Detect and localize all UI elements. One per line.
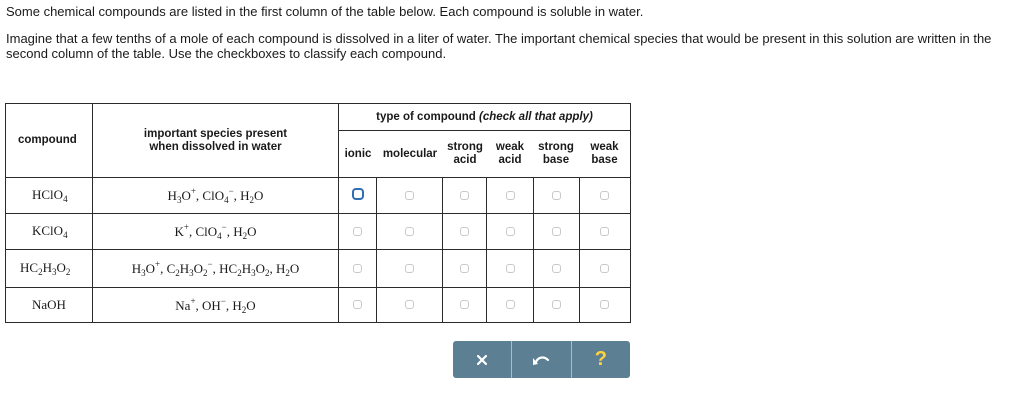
checkbox-cell [339, 250, 377, 288]
checkbox-cell [377, 250, 443, 288]
checkbox-cell [377, 214, 443, 250]
table-row [6, 214, 631, 250]
checkbox-hclo4-weak-acid[interactable] [506, 191, 515, 200]
table-row [6, 250, 631, 288]
checkbox-kclo4-ionic[interactable] [353, 227, 362, 236]
checkbox-cell [339, 214, 377, 250]
header-type-title: type of compound [376, 111, 476, 123]
header-weak-acid: weak acid [495, 141, 525, 166]
checkbox-cell [533, 288, 579, 323]
checkbox-hc2h3o2-strong-acid[interactable] [460, 264, 469, 273]
header-weak-base: weak base [590, 141, 619, 166]
checkbox-cell [443, 214, 487, 250]
checkbox-kclo4-weak-base[interactable] [600, 227, 609, 236]
checkbox-cell [579, 250, 630, 288]
checkbox-cell [579, 288, 630, 323]
checkbox-cell [377, 288, 443, 323]
checkbox-hc2h3o2-molecular[interactable] [405, 264, 414, 273]
compound-cell: KClO$_4$ [6, 214, 93, 250]
checkbox-kclo4-molecular[interactable] [405, 227, 414, 236]
compound-cell [6, 288, 93, 323]
checkbox-cell [487, 178, 533, 214]
checkbox-cell [533, 214, 579, 250]
compound-cell: HClO$_4$ [6, 178, 93, 214]
checkbox-hclo4-ionic[interactable] [352, 188, 364, 200]
checkbox-naoh-strong-base[interactable] [552, 300, 561, 309]
instructions-line-2: Imagine that a few tenths of a mole of each compound is dissolved in a liter of water. The important chemical species that would be present in this solution are written in the second column of the table. Use the checkboxes to classify each compound. [6, 31, 992, 61]
table-row [6, 178, 631, 214]
checkbox-kclo4-strong-acid[interactable] [460, 227, 469, 236]
header-type-note: (check all that apply) [479, 111, 593, 123]
checkbox-naoh-weak-acid[interactable] [506, 300, 515, 309]
species-cell: K+, ClO$_4$−, $H_2O$ [93, 214, 339, 250]
checkbox-hclo4-weak-base[interactable] [600, 191, 609, 200]
header-species: important species present when dissolved in water [93, 104, 339, 178]
header-strong-acid: strong acid [447, 141, 483, 166]
header-molecular: molecular [382, 147, 438, 160]
checkbox-cell [487, 214, 533, 250]
checkbox-cell [443, 250, 487, 288]
compound-formula: NaOH [32, 297, 66, 312]
checkbox-cell [533, 250, 579, 288]
checkbox-cell [579, 178, 630, 214]
instructions-line-1: Some chemical compounds are listed in the first column of the table below. Each compound is soluble in water. [6, 4, 644, 19]
species-cell: $H_3O^+$, ClO$_4$−, $H_2O$ [93, 178, 339, 214]
checkbox-cell [339, 288, 377, 323]
checkbox-hc2h3o2-weak-acid[interactable] [506, 264, 515, 273]
checkbox-cell [533, 178, 579, 214]
checkbox-naoh-molecular[interactable] [405, 300, 414, 309]
checkbox-cell [487, 288, 533, 323]
checkbox-cell [443, 288, 487, 323]
checkbox-kclo4-strong-base[interactable] [552, 227, 561, 236]
checkbox-cell [443, 178, 487, 214]
species-cell: Na+, OH−, $H_2O$ [93, 288, 339, 323]
checkbox-naoh-strong-acid[interactable] [460, 300, 469, 309]
answer-toolbar [453, 341, 630, 378]
undo-button[interactable] [511, 341, 570, 378]
checkbox-hc2h3o2-ionic[interactable] [353, 264, 362, 273]
help-icon: ? [594, 348, 607, 370]
table-row [6, 288, 631, 323]
species-cell: $H_3O^+$, $C_2H_3O_2^-$, $HC_2H_3O_2$, $H_2O$ [93, 250, 339, 288]
checkbox-kclo4-weak-acid[interactable] [506, 227, 515, 236]
checkbox-naoh-ionic[interactable] [353, 300, 362, 309]
checkbox-hclo4-molecular[interactable] [405, 191, 414, 200]
undo-icon [532, 353, 550, 367]
compound-cell: $HC_2H_3O_2$ [6, 250, 93, 288]
checkbox-hc2h3o2-weak-base[interactable] [600, 264, 609, 273]
close-icon [476, 354, 488, 366]
checkbox-naoh-weak-base[interactable] [600, 300, 609, 309]
checkbox-hclo4-strong-acid[interactable] [460, 191, 469, 200]
checkbox-cell [377, 178, 443, 214]
checkbox-cell [579, 214, 630, 250]
header-strong-base: strong base [538, 141, 574, 166]
clear-button[interactable] [453, 341, 511, 378]
checkbox-hc2h3o2-strong-base[interactable] [552, 264, 561, 273]
checkbox-hclo4-strong-base[interactable] [552, 191, 561, 200]
checkbox-cell [487, 250, 533, 288]
header-type-group [339, 104, 631, 178]
checkbox-cell [339, 178, 377, 214]
header-ionic: ionic [344, 147, 372, 160]
classification-table [5, 103, 631, 323]
header-compound: compound [6, 104, 93, 178]
help-button[interactable] [571, 341, 630, 378]
